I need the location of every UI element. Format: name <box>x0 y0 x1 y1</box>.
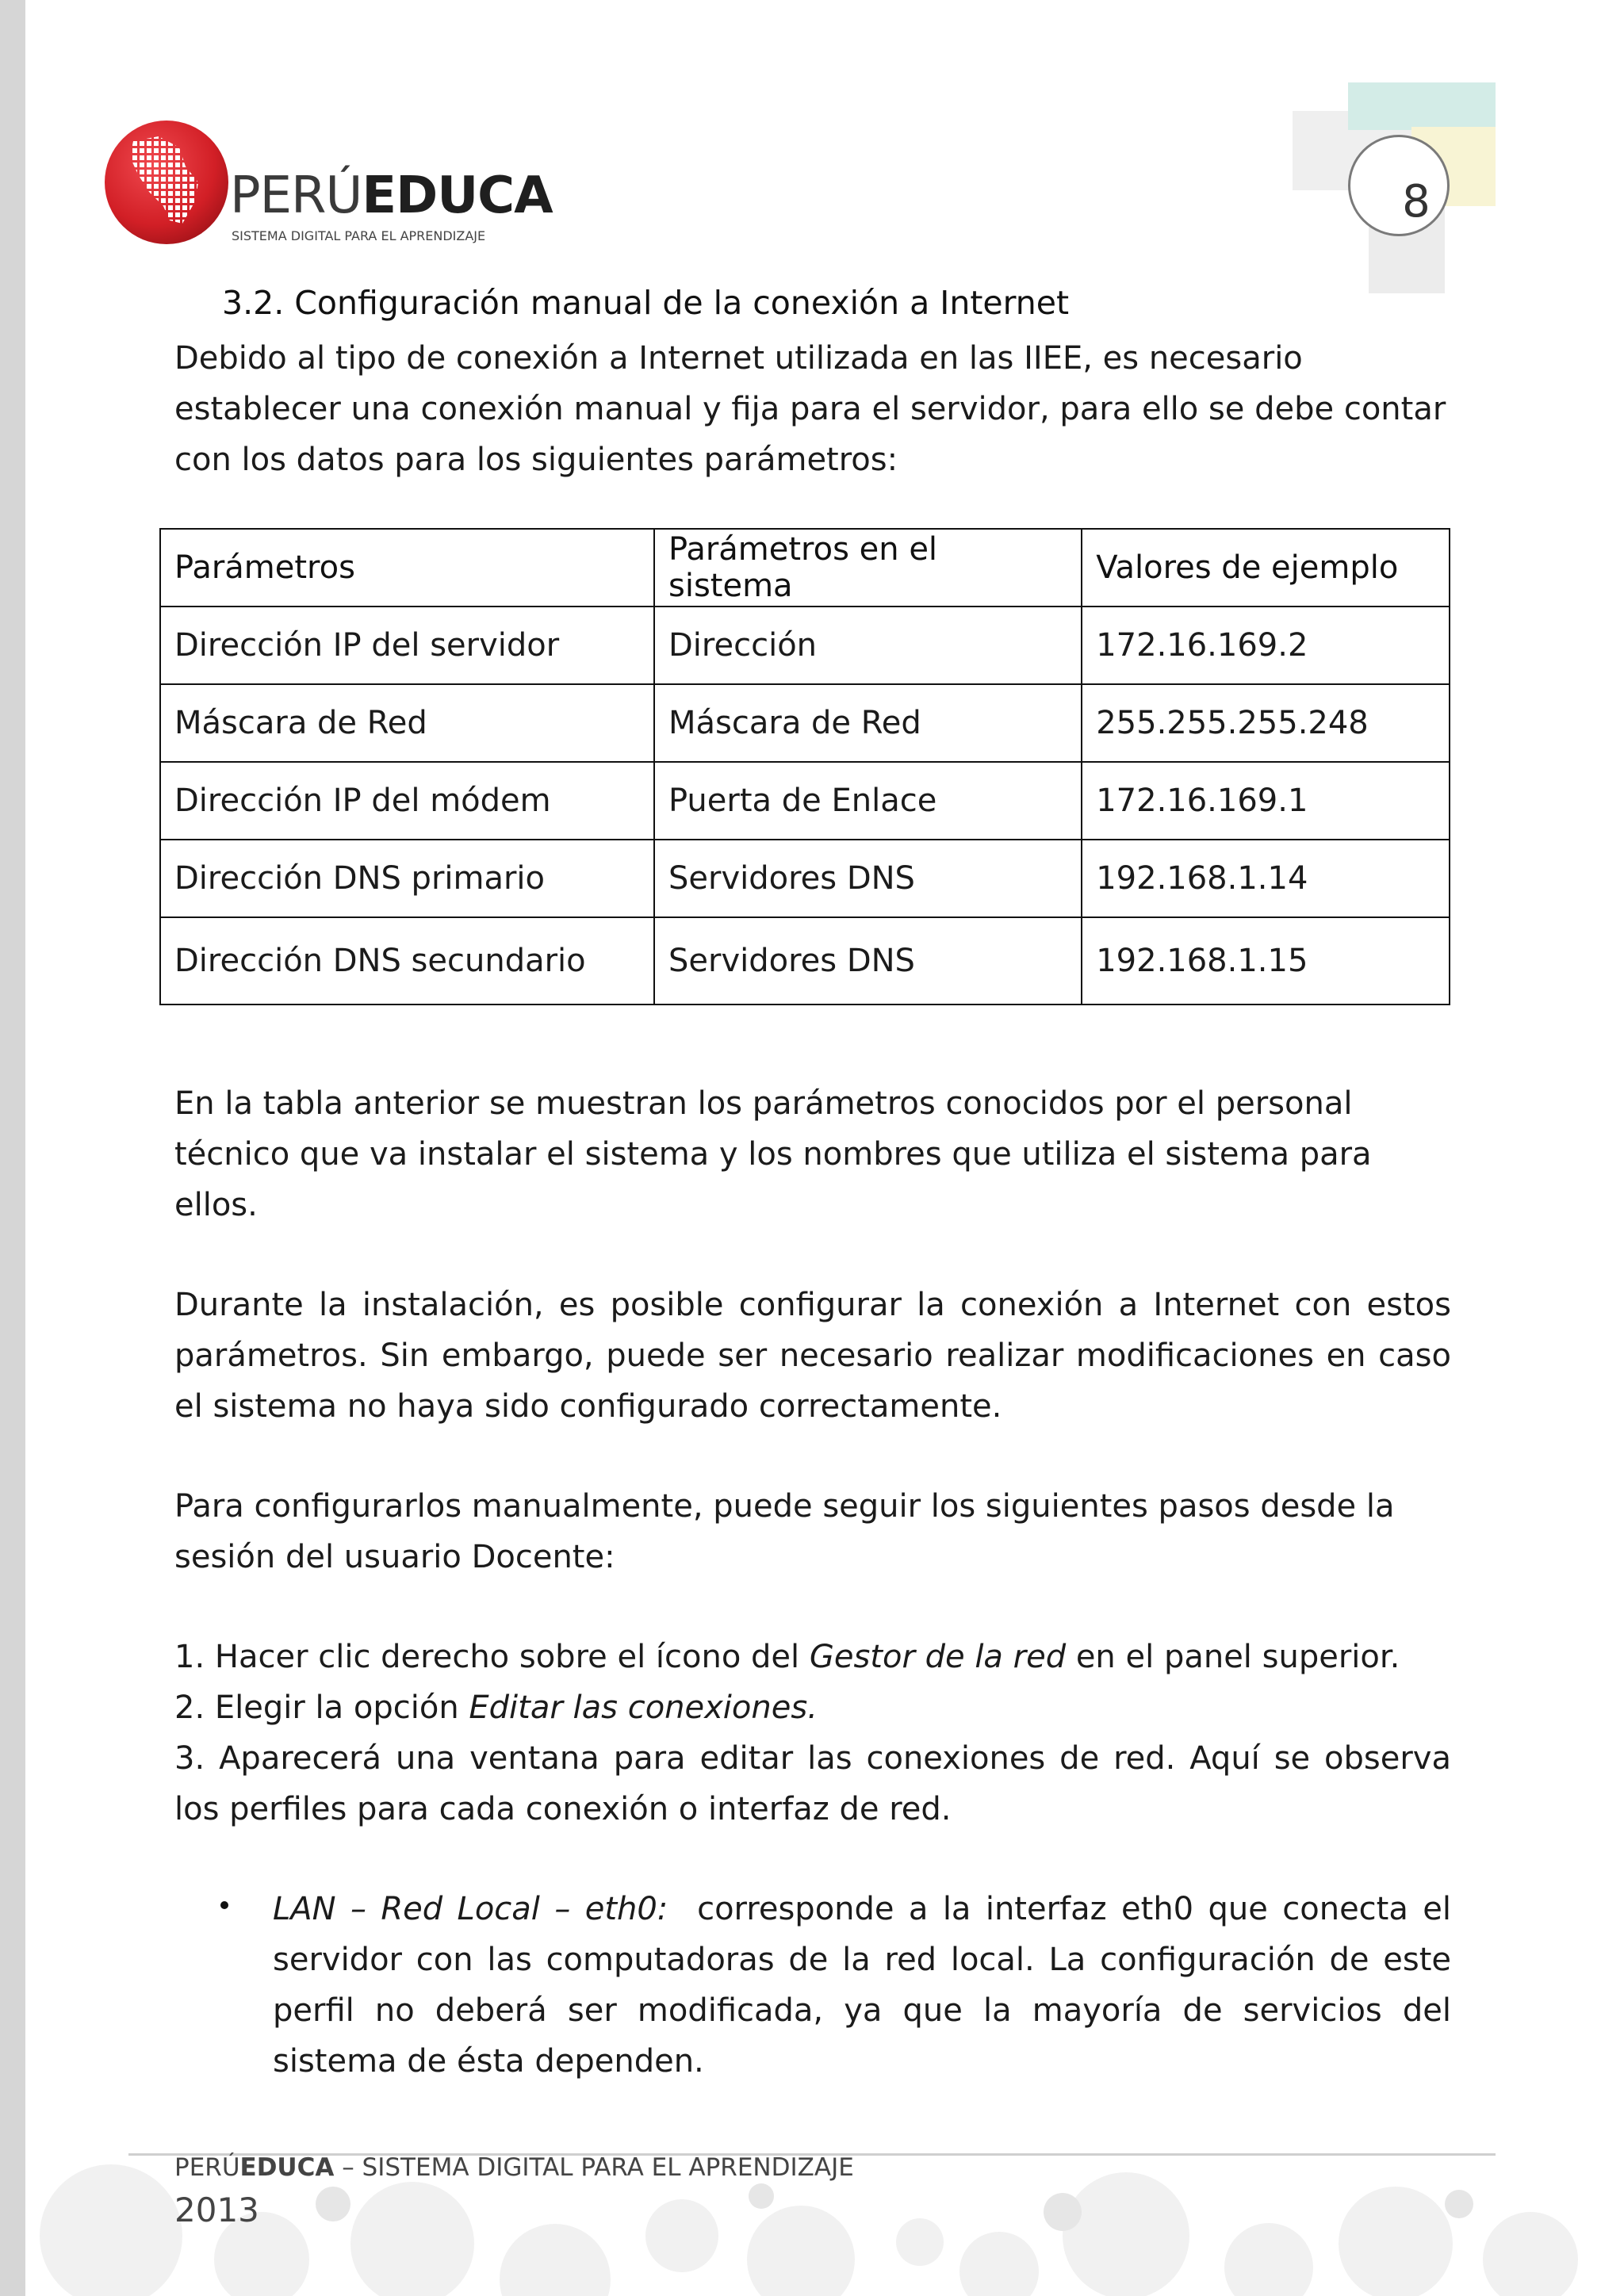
step-2: 2. Elegir la opción Editar las conexiones. <box>174 1689 818 1726</box>
table-row <box>160 607 1450 684</box>
table-header-cell: Parámetros en el sistema <box>654 529 1082 607</box>
table-row <box>160 840 1450 917</box>
intro-paragraph: Debido al tipo de conexión a Internet utilizada en las IIEE, es necesario establecer una conexión manual y fija para el servidor, para ello se debe contar con los datos para los siguientes parámetros: <box>174 340 1446 478</box>
table-header-cell: Parámetros <box>160 529 654 607</box>
table-header-row <box>160 529 1450 607</box>
table-cell: Dirección DNS primario <box>160 840 654 917</box>
table-cell: Servidores DNS <box>654 917 1082 1004</box>
bullet-lan-label: LAN – Red Local – eth0: <box>273 1891 668 1927</box>
table-cell: Dirección IP del servidor <box>160 607 654 684</box>
table-cell: Servidores DNS <box>654 840 1082 917</box>
bullet-dot-icon <box>220 1901 228 1909</box>
parameters-table <box>159 528 1450 1005</box>
step-1-emphasis: Gestor de la red <box>809 1639 1067 1675</box>
section-heading: 3.2. Configuración manual de la conexión a Internet <box>222 284 1070 322</box>
table-cell: Máscara de Red <box>160 684 654 762</box>
table-cell: 192.168.1.14 <box>1082 840 1450 917</box>
paragraph-manual-config: Para configurarlos manualmente, puede seguir los siguientes pasos desde la sesión del usuario Docente: <box>174 1488 1395 1575</box>
table-cell: 172.16.169.1 <box>1082 762 1450 840</box>
table-cell: Dirección <box>654 607 1082 684</box>
table-row <box>160 684 1450 762</box>
table-cell: Dirección DNS secundario <box>160 917 654 1004</box>
table-cell: Puerta de Enlace <box>654 762 1082 840</box>
step-1: 1. Hacer clic derecho sobre el ícono del Gestor de la red en el panel superior. <box>174 1639 1400 1675</box>
step-2-emphasis: Editar las conexiones. <box>469 1689 818 1726</box>
decorative-square-teal <box>1348 82 1496 130</box>
table-cell: Dirección IP del módem <box>160 762 654 840</box>
page-edge-bar <box>0 0 25 2296</box>
table-row <box>160 762 1450 840</box>
page-number-badge: 8 <box>1348 135 1450 236</box>
paragraph-installation: Durante la instalación, es posible configurar la conexión a Internet con estos parámetros. Sin embargo, puede ser necesario realizar modificaciones en caso el sistema no haya sido configurado correctamente. <box>174 1287 1451 1425</box>
table-cell: 192.168.1.15 <box>1082 917 1450 1004</box>
logo-subtitle: SISTEMA DIGITAL PARA EL APRENDIZAJE <box>232 228 486 243</box>
table-cell: 255.255.255.248 <box>1082 684 1450 762</box>
paragraph-table-note: En la tabla anterior se muestran los parámetros conocidos por el personal técnico que va instalar el sistema y los nombres que utiliza el sistema para ellos. <box>174 1085 1372 1223</box>
logo-wordmark: PERÚEDUCA <box>230 166 553 225</box>
table-header-cell: Valores de ejemplo <box>1082 529 1450 607</box>
table-cell: 172.16.169.2 <box>1082 607 1450 684</box>
footer-tagline: PERÚEDUCA – SISTEMA DIGITAL PARA EL APRENDIZAJE <box>174 2153 854 2182</box>
bullet-lan-item: LAN – Red Local – eth0: corresponde a la interfaz eth0 que conecta el servidor con las computadoras de la red local. La configuración de este perfil no deberá ser modificada, ya que la mayoría de servicios del sistema de ésta dependen. <box>273 1891 1451 2080</box>
footer-year: 2013 <box>174 2191 259 2229</box>
step-3: 3. Aparecerá una ventana para editar las conexiones de red. Aquí se observa los perfiles para cada conexión o interfaz de red. <box>174 1740 1451 1827</box>
table-row <box>160 917 1450 1004</box>
table-cell: Máscara de Red <box>654 684 1082 762</box>
logo-globe-icon <box>103 119 230 246</box>
